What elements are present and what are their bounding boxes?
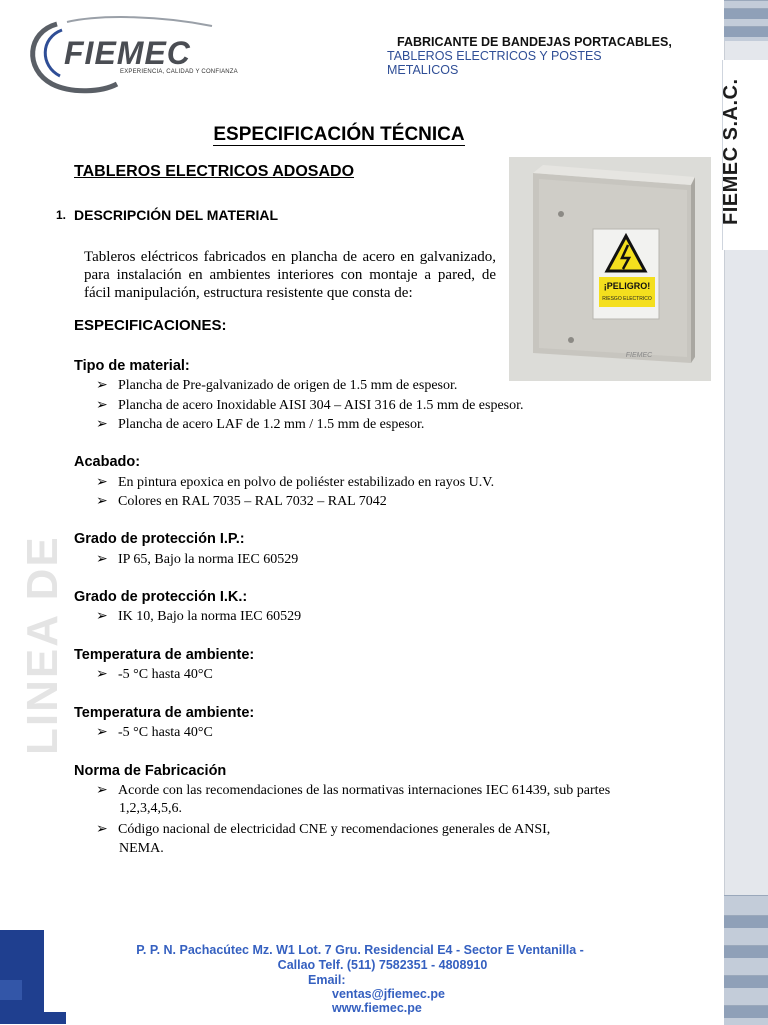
list-item	[96, 493, 387, 510]
side-block	[724, 8, 768, 19]
list-item-text: En pintura epoxica en polvo de poliéster estabilizado en rayos U.V.	[118, 475, 495, 490]
footer-email-label: Email:	[308, 973, 346, 987]
side-block	[724, 945, 768, 958]
side-company-name: FIEMEC S.A.C.	[720, 78, 742, 225]
corner-block	[0, 980, 22, 1000]
list-item-text: Plancha de acero Inoxidable AISI 304 – AISI 316 de 1.5 mm de espesor.	[118, 398, 524, 413]
list-item-text: -5 °C hasta 40°C	[118, 667, 213, 682]
page-title	[0, 124, 768, 146]
bullet-arrow-icon: ➢	[96, 783, 108, 798]
list-item	[96, 821, 550, 838]
document-subtitle: TABLEROS ELECTRICOS ADOSADO	[74, 163, 355, 180]
list-item	[96, 608, 301, 625]
side-block	[724, 1005, 768, 1018]
list-item-text: Plancha de acero LAF de 1.2 mm / 1.5 mm de espesor.	[118, 417, 425, 432]
bullet-arrow-icon: ➢	[96, 398, 108, 413]
ip-heading: Grado de protección I.P.:	[74, 531, 245, 547]
specs-heading: ESPECIFICACIONES:	[74, 317, 227, 334]
list-item	[96, 724, 213, 741]
section-heading: DESCRIPCIÓN DEL MATERIAL	[74, 207, 279, 223]
side-block	[724, 26, 768, 37]
list-item	[96, 397, 524, 414]
page-title-text: ESPECIFICACIÓN TÉCNICA	[213, 124, 465, 145]
list-item-continuation: 1,2,3,4,5,6.	[119, 801, 182, 816]
bullet-arrow-icon: ➢	[96, 552, 108, 567]
temperature-heading: Temperatura de ambiente:	[74, 705, 255, 721]
list-item-text: Código nacional de electricidad CNE y recomendaciones generales de ANSI,	[118, 822, 551, 837]
list-item	[96, 551, 298, 568]
list-item-text: Acorde con las recomendaciones de las normativas internaciones IEC 61439, sub partes	[118, 783, 611, 798]
logo-text: FIEMEC	[64, 35, 191, 71]
list-item	[96, 416, 424, 433]
list-item	[96, 782, 610, 799]
sign-risk-text: RIESGO ELECTRICO	[602, 296, 652, 302]
bullet-arrow-icon: ➢	[96, 417, 108, 432]
footer-address	[0, 943, 720, 973]
temperature-heading: Temperatura de ambiente:	[74, 647, 255, 663]
side-block	[724, 975, 768, 988]
cabinet-brand: FIEMEC	[625, 352, 653, 359]
sign-warning-text: ¡PELIGRO!	[603, 281, 651, 291]
bullet-arrow-icon: ➢	[96, 725, 108, 740]
list-item	[96, 666, 213, 683]
description-paragraph: Tableros eléctricos fabricados en plancha de acero en galvanizado, para instalación en ambientes interiores con montaje a pared, de fácil manipulación, estructura resistente que consta de:	[84, 249, 496, 301]
list-item-text: Plancha de Pre-galvanizado de origen de 1.5 mm de espesor.	[118, 378, 458, 393]
material-heading: Tipo de material:	[74, 358, 190, 374]
cabinet-photo	[509, 157, 711, 381]
footer-address-line-1: P. P. N. Pachacútec Mz. W1 Lot. 7 Gru. Residencial E4 - Sector E Ventanilla -	[136, 943, 584, 957]
footer-address-line-2: Callao Telf. (511) 7582351 - 4808910	[277, 958, 488, 972]
list-item-continuation: NEMA.	[119, 841, 164, 856]
bullet-arrow-icon: ➢	[96, 822, 108, 837]
list-item	[96, 474, 494, 491]
corner-block	[0, 1012, 66, 1024]
footer-email-link[interactable]: ventas@jfiemec.pe	[332, 987, 445, 1001]
list-item-text: -5 °C hasta 40°C	[118, 725, 213, 740]
list-item	[96, 377, 457, 394]
list-item-text: IK 10, Bajo la norma IEC 60529	[118, 609, 302, 624]
footer-website-link[interactable]: www.fiemec.pe	[332, 1001, 422, 1015]
bullet-arrow-icon: ➢	[96, 609, 108, 624]
bullet-arrow-icon: ➢	[96, 475, 108, 490]
finish-heading: Acabado:	[74, 454, 141, 470]
section-number: 1.	[56, 208, 67, 222]
bullet-arrow-icon: ➢	[96, 378, 108, 393]
logo-tagline: EXPERIENCIA, CALIDAD Y CONFIANZA	[120, 69, 238, 75]
header-line-2: TABLEROS ELECTRICOS Y POSTES METALICOS	[387, 49, 602, 77]
list-item-text: Colores en RAL 7035 – RAL 7032 – RAL 7042	[118, 494, 387, 509]
side-block	[724, 915, 768, 928]
header-line-1: FABRICANTE DE BANDEJAS PORTACABLES,	[397, 35, 672, 49]
bullet-arrow-icon: ➢	[96, 667, 108, 682]
bullet-arrow-icon: ➢	[96, 494, 108, 509]
ik-heading: Grado de protección I.K.:	[74, 589, 248, 605]
list-item-text: IP 65, Bajo la norma IEC 60529	[118, 552, 299, 567]
standard-heading: Norma de Fabricación	[74, 763, 227, 779]
linea-watermark: LINEA DE	[18, 535, 67, 755]
